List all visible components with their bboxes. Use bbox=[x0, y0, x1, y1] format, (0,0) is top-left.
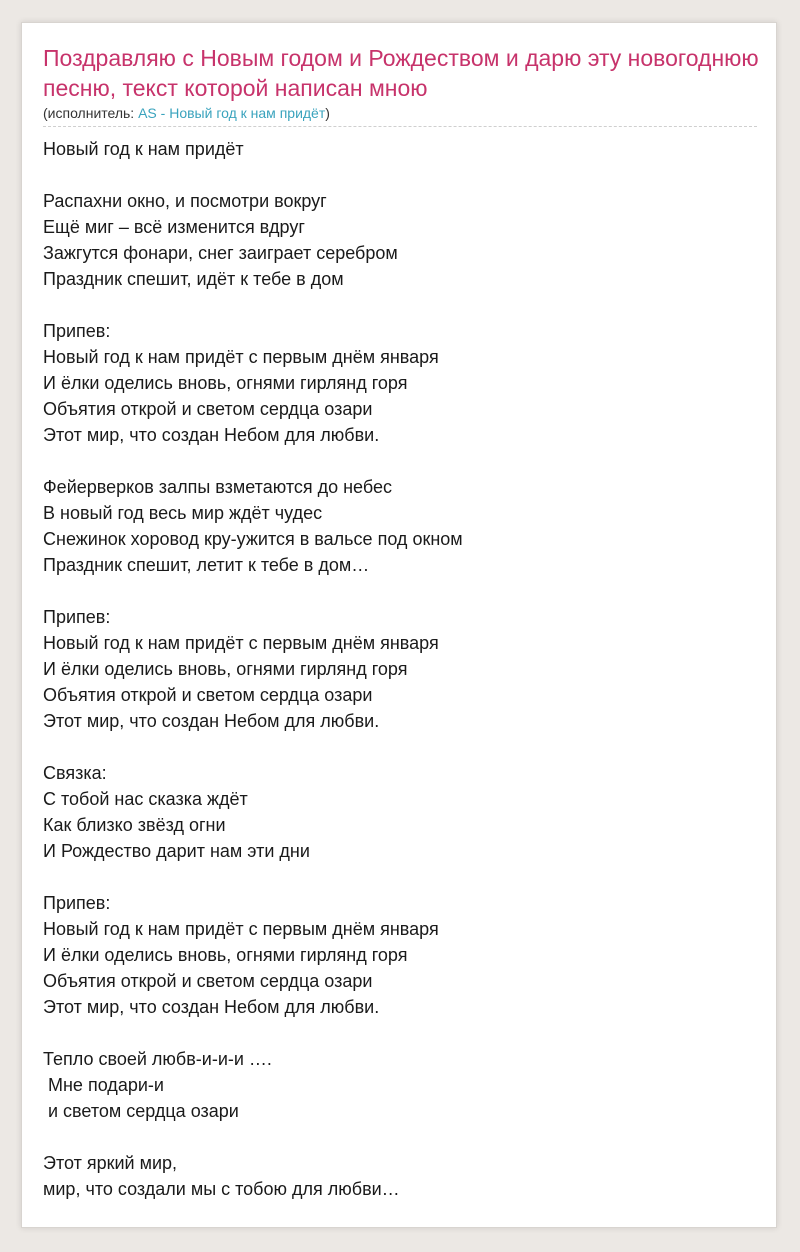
performer-line bbox=[43, 104, 330, 122]
header-divider bbox=[43, 126, 757, 127]
performer-link[interactable]: AS - Новый год к нам придёт bbox=[138, 105, 326, 121]
page-title: Поздравляю с Новым годом и Рождеством и дарю эту новогоднюю песню, текст которой написан мною bbox=[43, 45, 759, 101]
performer-suffix: ) bbox=[325, 105, 330, 121]
performer-prefix: (исполнитель: bbox=[43, 105, 139, 121]
song-lyrics: Новый год к нам придёт Распахни окно, и посмотри вокруг Ещё миг – всё изменится вдруг Зажгутся фонари, снег заиграет серебром Праздник спешит, идёт к тебе в дом Припев: Новый год к нам придёт с первым днём января И ёлки оделись вновь, огнями гирлянд горя Объятия открой и светом сердца озари Этот мир, что создан Небом для любви. Фейерверков залпы взметаются до небес В новый год весь мир ждёт чудес Снежинок хоровод кру-ужится в вальсе под окном Праздник спешит, летит к тебе в дом… Припев: Новый год к нам придёт с первым днём января И ёлки оделись вновь, огнями гирлянд горя Объятия открой и светом сердца озари Этот мир, что создан Небом для любви. Связка: С тобой нас сказка ждёт Как близко звёзд огни И Рождество дарит нам эти дни Припев: Новый год к нам придёт с первым днём января И ёлки оделись вновь, огнями гирлянд горя Объятия открой и светом сердца озари Этот мир, что создан Небом для любви. Тепло своей любв-и-и-и …. Мне подари-и и светом сердца озари Этот яркий мир, мир, что создали мы с тобою для любви… bbox=[43, 139, 463, 1199]
lyrics-card bbox=[21, 22, 777, 1228]
